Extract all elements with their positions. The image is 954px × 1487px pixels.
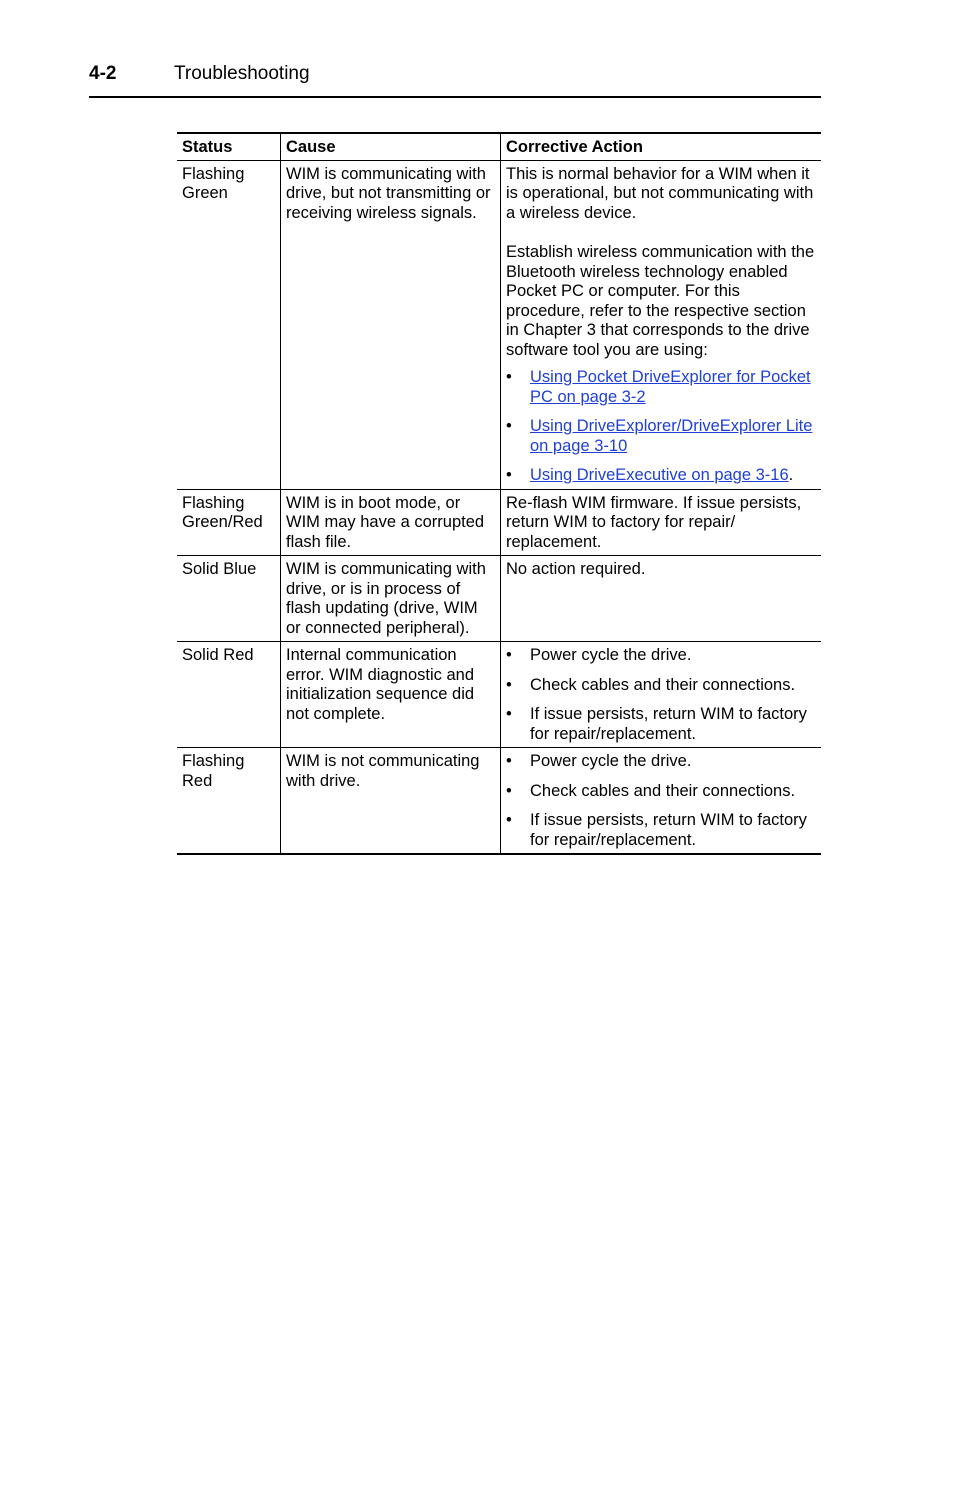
action-bullet-list bbox=[506, 752, 816, 850]
cause-cell: WIM is communicating with drive, but not transmitting or receiving wireless signals. bbox=[281, 160, 501, 489]
status-cell: Flashing Green/Red bbox=[182, 493, 263, 531]
action-bullet-text: Power cycle the drive. bbox=[530, 752, 692, 770]
corrective-action-cell: Re-flash WIM firmware. If issue persists, return WIM to factory for repair/ replacement. bbox=[501, 489, 822, 556]
list-item bbox=[506, 811, 816, 850]
list-item bbox=[506, 676, 816, 696]
action-paragraph: This is normal behavior for a WIM when it is operational, but not communicating with a wireless device. bbox=[506, 164, 814, 222]
bullet-icon: • bbox=[506, 646, 512, 664]
list-item bbox=[506, 646, 816, 666]
cause-cell: WIM is communicating with drive, or is in process of flash updating (drive, WIM or connected peripheral). bbox=[281, 556, 501, 642]
action-bullet-list bbox=[506, 646, 816, 744]
column-header-cause: Cause bbox=[281, 133, 501, 160]
corrective-action-cell: No action required. bbox=[501, 556, 822, 642]
list-item bbox=[506, 417, 816, 456]
bullet-icon: • bbox=[506, 752, 512, 770]
status-cell: Flashing Red bbox=[182, 752, 245, 790]
list-item bbox=[506, 752, 816, 772]
bullet-icon: • bbox=[506, 811, 512, 829]
column-header-corrective-action: Corrective Action bbox=[501, 133, 822, 160]
section-title: Troubleshooting bbox=[174, 63, 310, 84]
status-cell: Solid Red bbox=[182, 646, 254, 664]
bullet-icon: • bbox=[506, 705, 512, 723]
list-item bbox=[506, 782, 816, 802]
status-cell: Solid Blue bbox=[182, 560, 257, 578]
action-bullet-text: Check cables and their connections. bbox=[530, 675, 796, 694]
troubleshooting-table bbox=[177, 132, 821, 855]
list-item bbox=[506, 368, 816, 407]
action-bullet-text: Check cables and their connections. bbox=[530, 781, 796, 800]
link-driveexplorer-lite[interactable]: Using DriveExplorer/DriveExplorer Lite on page 3-10 bbox=[530, 417, 813, 455]
bullet-icon: • bbox=[506, 466, 512, 484]
link-driveexecutive[interactable]: Using DriveExecutive on page 3-16 bbox=[530, 466, 789, 484]
column-header-status: Status bbox=[182, 138, 233, 156]
page-header bbox=[89, 60, 821, 98]
table-row bbox=[177, 489, 821, 556]
bullet-icon: • bbox=[506, 417, 512, 435]
table-header-row bbox=[177, 133, 821, 160]
table-row bbox=[177, 160, 821, 489]
reference-link-list bbox=[506, 368, 816, 486]
action-bullet-text: If issue persists, return WIM to factory for repair/replacement. bbox=[530, 811, 807, 849]
bullet-icon: • bbox=[506, 368, 512, 386]
table-row bbox=[177, 748, 821, 855]
link-suffix: . bbox=[788, 466, 794, 484]
corrective-action-cell bbox=[501, 748, 822, 855]
action-bullet-text: If issue persists, return WIM to factory for repair/replacement. bbox=[530, 705, 807, 743]
table-row bbox=[177, 556, 821, 642]
link-pocket-driveexplorer[interactable]: Using Pocket DriveExplorer for Pocket PC on page 3-2 bbox=[530, 368, 811, 406]
table-row bbox=[177, 642, 821, 748]
page-number: 4-2 bbox=[89, 63, 117, 84]
cause-cell: WIM is not communicating with drive. bbox=[281, 748, 501, 855]
bullet-icon: • bbox=[506, 781, 512, 800]
bullet-icon: • bbox=[506, 675, 512, 694]
list-item bbox=[506, 466, 816, 486]
cause-cell: Internal communication error. WIM diagnostic and initialization sequence did not complete. bbox=[281, 642, 501, 748]
action-bullet-text: Power cycle the drive. bbox=[530, 646, 692, 664]
cause-cell: WIM is in boot mode, or WIM may have a corrupted flash file. bbox=[281, 489, 501, 556]
status-cell: Flashing Green bbox=[182, 164, 245, 202]
list-item bbox=[506, 705, 816, 744]
corrective-action-cell bbox=[501, 642, 822, 748]
corrective-action-cell bbox=[501, 160, 822, 489]
action-paragraph: Establish wireless communication with the Bluetooth wireless technology enabled Pocket PC or computer. For this procedure, refer to the respective section in Chapter 3 that corresponds to the drive software tool you are using: bbox=[506, 243, 815, 359]
